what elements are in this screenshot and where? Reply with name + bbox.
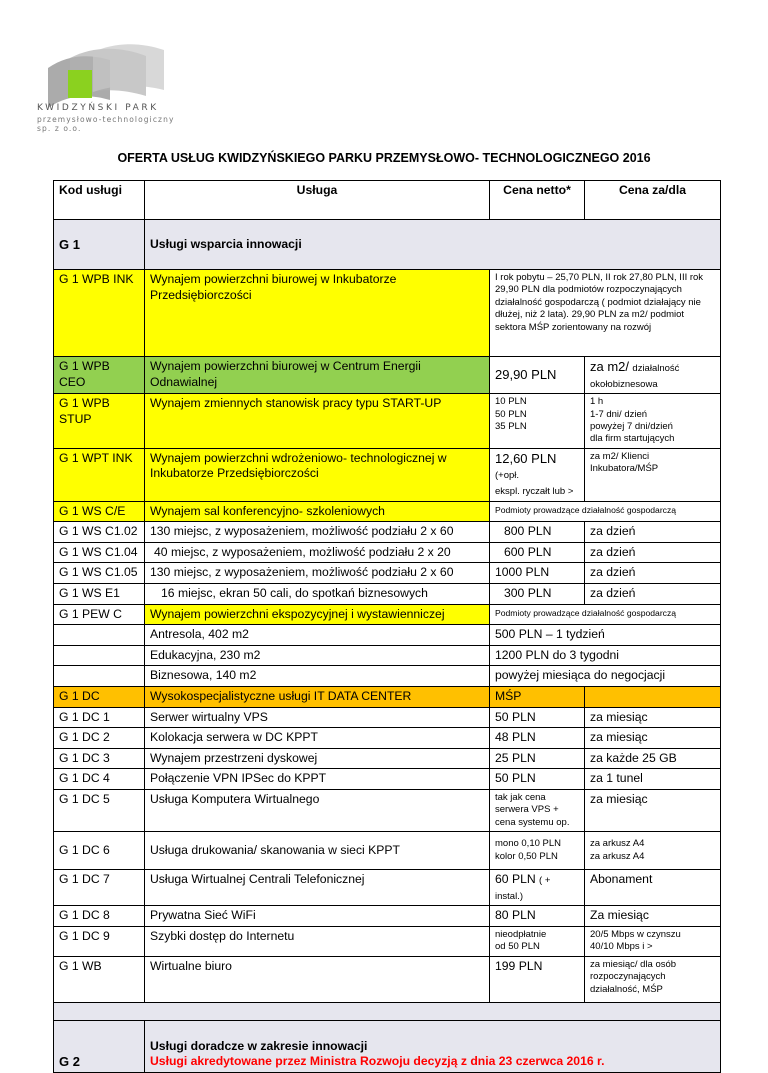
row-price: tak jak cena serwera VPS + cena systemu op. (490, 789, 585, 831)
section-g1-row (54, 220, 721, 270)
row-per: za dzień (585, 522, 721, 543)
row-code (54, 625, 145, 646)
row-service: 40 miejsc, z wyposażeniem, możliwość podziału 2 x 20 (145, 542, 490, 563)
row-per: za dzień (585, 542, 721, 563)
row-service: Kolokacja serwera w DC KPPT (145, 728, 490, 749)
section-g1-code: G 1 (54, 220, 145, 270)
row-per: za dzień (585, 583, 721, 604)
row-per: Abonament (585, 870, 721, 906)
row-code: G 1 DC 8 (54, 906, 145, 927)
row-code: G 1 DC 6 (54, 832, 145, 870)
row-code (54, 645, 145, 666)
row-price (490, 448, 585, 501)
row-service: Wynajem przestrzeni dyskowej (145, 748, 490, 769)
row-per: za m2/ Klienci Inkubatora/MŚP (585, 448, 721, 501)
row-per: za miesiąc (585, 728, 721, 749)
row-code: G 1 WS C1.02 (54, 522, 145, 543)
spacer-row (54, 1002, 721, 1020)
section-g2-note: Usługi akredytowane przez Ministra Rozwoju decyzją z dnia 23 czerwca 2016 r. (150, 1054, 605, 1069)
row-service: Edukacyjna, 230 m2 (145, 645, 490, 666)
row-code: G 1 WPB INK (54, 270, 145, 357)
row-code: G 1 PEW C (54, 604, 145, 625)
row-code: G 1 DC (54, 686, 145, 707)
row-per: za 1 tunel (585, 769, 721, 790)
table-row (54, 789, 721, 831)
row-per: 20/5 Mbps w czynszu 40/10 Mbps i > (585, 926, 721, 956)
row-service: Wysokospecjalistyczne usługi IT DATA CENTER (145, 686, 490, 707)
table-row (54, 563, 721, 584)
row-code: G 1 DC 2 (54, 728, 145, 749)
row-price: 10 PLN 50 PLN 35 PLN (490, 394, 585, 449)
row-price: 600 PLN (490, 542, 585, 563)
row-price: powyżej miesiąca do negocjacji (490, 666, 721, 687)
row-service: Wynajem powierzchni biurowej w Centrum Energii Odnawialnej (145, 357, 490, 394)
row-price: nieodpłatnie od 50 PLN (490, 926, 585, 956)
table-row (54, 686, 721, 707)
row-service: Usługa Komputera Wirtualnego (145, 789, 490, 831)
table-row (54, 270, 721, 357)
row-price: MŚP (490, 686, 585, 707)
row-per: za każde 25 GB (585, 748, 721, 769)
row-service: Usługa drukowania/ skanowania w sieci KPPT (145, 832, 490, 870)
table-row (54, 748, 721, 769)
row-price: 25 PLN (490, 748, 585, 769)
row-price: 199 PLN (490, 956, 585, 1002)
row-note: Podmioty prowadzące działalność gospodarczą (490, 604, 721, 625)
row-per: za miesiąc (585, 707, 721, 728)
table-row (54, 926, 721, 956)
logo-name: KWIDZYŃSKI PARK (37, 103, 159, 113)
per-main: za m2/ (590, 359, 630, 374)
table-row (54, 707, 721, 728)
row-service: Szybki dostęp do Internetu (145, 926, 490, 956)
table-row (54, 769, 721, 790)
offer-table (53, 180, 721, 1073)
price-main: 60 PLN (495, 872, 536, 887)
row-service: Antresola, 402 m2 (145, 625, 490, 646)
row-price: 80 PLN (490, 906, 585, 927)
table-header-row (54, 181, 721, 220)
row-code: G 1 DC 5 (54, 789, 145, 831)
price-note-2: ekspl. ryczałt lub > (495, 486, 574, 497)
row-code: G 1 WPB STUP (54, 394, 145, 449)
row-per: 1 h 1-7 dni/ dzień powyżej 7 dni/dzień dla firm startujących (585, 394, 721, 449)
row-code: G 1 WS C1.05 (54, 563, 145, 584)
table-row (54, 645, 721, 666)
header-price: Cena netto* (490, 181, 585, 220)
logo-company-form: sp. z o.o. (37, 124, 82, 133)
section-g2-code: G 2 (54, 1020, 145, 1072)
row-price: 29,90 PLN (490, 357, 585, 394)
row-note: Podmioty prowadzące działalność gospodarczą (490, 501, 721, 522)
price-note: ( + instal.) (495, 875, 551, 902)
row-per: Za miesiąc (585, 906, 721, 927)
section-g2-row (54, 1020, 721, 1072)
section-g2-text (145, 1020, 721, 1072)
row-service: Wirtualne biuro (145, 956, 490, 1002)
table-row (54, 956, 721, 1002)
row-price: 1200 PLN do 3 tygodni (490, 645, 721, 666)
row-price: 500 PLN – 1 tydzień (490, 625, 721, 646)
row-price: 800 PLN (490, 522, 585, 543)
table-row (54, 448, 721, 501)
row-price: I rok pobytu – 25,70 PLN, II rok 27,80 PLN, III rok 29,90 PLN dla podmiotów rozpoczynających działalność gospodarczą ( podmiot działający nie dłużej, niż 2 lata). 29,90 PLN za m2/ podmiot sektora MŚP zorientowany na rozwój (490, 270, 721, 357)
row-code: G 1 WS C/E (54, 501, 145, 522)
row-price: 50 PLN (490, 769, 585, 790)
row-code: G 1 DC 4 (54, 769, 145, 790)
row-service: Połączenie VPN IPSec do KPPT (145, 769, 490, 790)
row-code: G 1 WB (54, 956, 145, 1002)
row-code: G 1 DC 3 (54, 748, 145, 769)
row-service: Serwer wirtualny VPS (145, 707, 490, 728)
table-row (54, 604, 721, 625)
row-per: za miesiąc (585, 789, 721, 831)
row-service: Wynajem powierzchni biurowej w Inkubatorze Przedsiębiorczości (145, 270, 490, 357)
table-row (54, 906, 721, 927)
table-row (54, 542, 721, 563)
row-code: G 1 DC 1 (54, 707, 145, 728)
row-service: Wynajem zmiennych stanowisk pracy typu START-UP (145, 394, 490, 449)
table-row (54, 625, 721, 646)
header-service: Usługa (145, 181, 490, 220)
table-row (54, 501, 721, 522)
row-service: Wynajem sal konferencyjno- szkoleniowych (145, 501, 490, 522)
row-per: za arkusz A4 za arkusz A4 (585, 832, 721, 870)
row-code: G 1 WPT INK (54, 448, 145, 501)
row-price: 300 PLN (490, 583, 585, 604)
row-service: Prywatna Sieć WiFi (145, 906, 490, 927)
row-service: Usługa Wirtualnej Centrali Telefonicznej (145, 870, 490, 906)
row-service: 130 miejsc, z wyposażeniem, możliwość podziału 2 x 60 (145, 563, 490, 584)
row-service: Biznesowa, 140 m2 (145, 666, 490, 687)
table-row (54, 357, 721, 394)
row-code: G 1 DC 9 (54, 926, 145, 956)
row-per: za dzień (585, 563, 721, 584)
row-code: G 1 WPB CEO (54, 357, 145, 394)
section-g1-title: Usługi wsparcia innowacji (145, 220, 721, 270)
table-row (54, 666, 721, 687)
row-price: mono 0,10 PLN kolor 0,50 PLN (490, 832, 585, 870)
table-row (54, 728, 721, 749)
row-service: 16 miejsc, ekran 50 cali, do spotkań biznesowych (145, 583, 490, 604)
table-row (54, 832, 721, 870)
document-title: OFERTA USŁUG KWIDZYŃSKIEGO PARKU PRZEMYSŁOWO- TECHNOLOGICZNEGO 2016 (117, 151, 651, 165)
price-note: (+opł. (495, 470, 520, 482)
row-price: 1000 PLN (490, 563, 585, 584)
row-code: G 1 WS E1 (54, 583, 145, 604)
table-row (54, 522, 721, 543)
row-service: Wynajem powierzchni wdrożeniowo- technologicznej w Inkubatorze Przedsiębiorczości (145, 448, 490, 501)
row-price: 50 PLN (490, 707, 585, 728)
price-main: 12,60 PLN (495, 450, 557, 466)
row-code (54, 666, 145, 687)
row-per (585, 686, 721, 707)
row-service: Wynajem powierzchni ekspozycyjnej i wystawienniczej (145, 604, 490, 625)
spacer-cell (54, 1002, 721, 1020)
row-price (490, 870, 585, 906)
per-note: działalność okołobiznesowa (590, 363, 680, 390)
table-row (54, 870, 721, 906)
section-g2-title: Usługi doradcze w zakresie innowacji (150, 1038, 368, 1053)
row-per: za miesiąc/ dla osób rozpoczynających działalność, MŚP (585, 956, 721, 1002)
row-price: 48 PLN (490, 728, 585, 749)
row-service: 130 miejsc, z wyposażeniem, możliwość podziału 2 x 60 (145, 522, 490, 543)
row-code: G 1 DC 7 (54, 870, 145, 906)
row-per (585, 357, 721, 394)
table-row (54, 583, 721, 604)
logo-subtitle: przemysłowo-technologiczny (37, 115, 175, 124)
header-per: Cena za/dla (585, 181, 721, 220)
row-code: G 1 WS C1.04 (54, 542, 145, 563)
table-row (54, 394, 721, 449)
header-code: Kod usługi (54, 181, 145, 220)
